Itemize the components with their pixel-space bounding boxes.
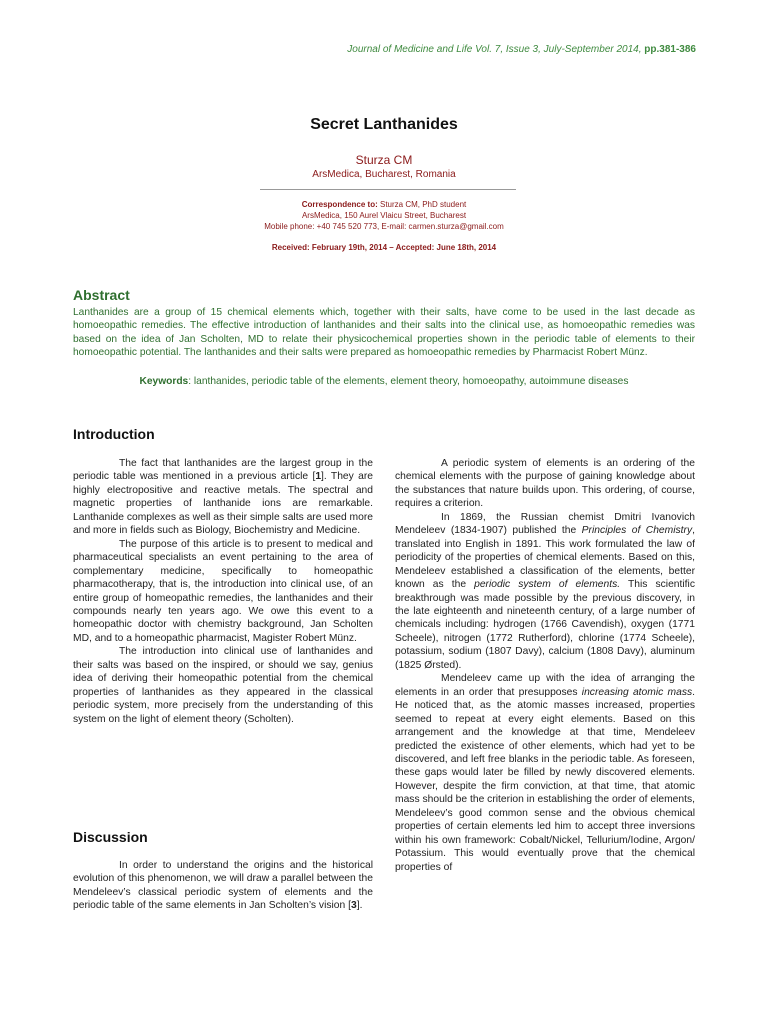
- introduction-column: [73, 457, 373, 726]
- author-affiliation: ArsMedica, Bucharest, Romania: [312, 169, 456, 180]
- right-p2-text-cont: , translated into English in 1891. This work formulated the law of periodicity of the properties of chemical elements. Based on this, Mendeleev established a classification of the elements, better known as the: [395, 525, 695, 591]
- discussion-heading: Discussion: [73, 829, 148, 845]
- right-paragraph-3: [395, 672, 695, 874]
- received-dates: Received: February 19th, 2014 – Accepted: June 18th, 2014: [271, 243, 497, 252]
- right-p3-text: Mendeleev came up with the idea of arranging the elements in an order that presupposes: [395, 673, 695, 698]
- intro-paragraph-3: The introduction into clinical use of lanthanides and their salts was based on the inspired, or should we say, genius idea of deriving their homeopathic potential from the chemical properties of lanthanides as they appeared in the classical periodic system, more precisely from the understanding of this system on the light of element theory (Scholten).: [73, 646, 373, 725]
- intro-p1-text: The fact that lanthanides are the largest group in the periodic table was mentioned in a previous article [: [73, 458, 373, 483]
- keywords-line: [0, 376, 768, 387]
- atomic-mass-term: increasing atomic mass: [581, 686, 693, 698]
- abstract-text: Lanthanides are a group of 15 chemical elements which, together with their salts, have come to be used in the last decade as homoeopathic remedies. The effective introduction of lanthanides and their salts into the clinical use, as homoeopathic remedies was based on the idea of Jan Scholten, MD to relate their physicochemical properties shown in the periodic table of elements to their homoeopathic potential. The lanthanides and their salts were prepared as homoeopathic remedies by Pharmacist Robert Münz.: [73, 307, 695, 359]
- correspondence-block: [0, 199, 768, 232]
- right-p2-text: In 1869, the Russian chemist Dmitri Ivanovich Mendeleev (1834-1907) published the: [395, 511, 695, 537]
- discussion-column: [73, 859, 373, 913]
- introduction-heading: Introduction: [73, 426, 155, 442]
- correspondence-label: Correspondence to:: [301, 200, 378, 209]
- intro-paragraph-2: The purpose of this article is to present to medical and pharmaceutical specialists an event pertaining to the area of complementary medicine, specifically to homeopathic pharmacotherapy, that is, the introduction into clinical use, of an entire group of homeopathic remedies, the lanthanides and their compounds nearly ten years ago. We owe this event to a homeopathic doctor with chemistry background, Jan Scholten MD, and to a homeopathic pharmacist, Magister Robert Münz.: [73, 538, 373, 644]
- journal-pages: pp.381-386: [644, 44, 696, 55]
- correspondence-name: Sturza CM, PhD student: [377, 200, 467, 209]
- discussion-p1-text-cont: ].: [356, 900, 363, 912]
- journal-citation: [72, 44, 696, 55]
- keywords-text: : lanthanides, periodic table of the elements, element theory, homoeopathy, autoimmune diseases: [188, 376, 629, 387]
- reference-1: 1: [315, 471, 322, 483]
- correspondence-address: ArsMedica, 150 Aurel Vlaicu Street, Bucharest: [301, 211, 467, 220]
- book-title: Principles of Chemistry: [581, 525, 693, 537]
- right-paragraph-2: [395, 511, 695, 672]
- periodic-system-term: periodic system of elements.: [474, 579, 621, 591]
- discussion-p1-text: In order to understand the origins and the historical evolution of this phenomenon, we will draw a parallel between the Mendeleev’s classical periodic system of elements and the periodic table of the same elements in Jan Scholten’s vision [: [73, 860, 373, 912]
- intro-paragraph-1: [73, 457, 373, 538]
- correspondence-contact: Mobile phone: +40 745 520 773, E-mail: carmen.sturza@gmail.com: [264, 222, 504, 231]
- article-title: Secret Lanthanides: [310, 116, 458, 133]
- journal-name: Journal of Medicine and Life Vol. 7, Issue 3, July-September 2014,: [347, 44, 645, 55]
- reference-3: 3: [350, 900, 357, 912]
- header-divider: [260, 189, 516, 190]
- right-column: [395, 457, 695, 874]
- abstract-heading: Abstract: [73, 287, 130, 303]
- discussion-paragraph-1: [73, 859, 373, 913]
- right-paragraph-1: A periodic system of elements is an ordering of the chemical elements with the purpose of gaining knowledge about the substances that nature builds upon. This ordering, of course, requires a criterion.: [395, 458, 695, 510]
- intro-p1-text-cont: ]. They are highly electropositive and reactive metals. The spectral and magnetic properties of lanthanide ions are remarkable. Lanthanide complexes as well as their simple salts are used more and more in fields such as Biology, Biochemistry and Medicine.: [73, 471, 373, 537]
- right-p3-text-cont: . He noticed that, as the atomic masses increased, properties seemed to repeat at every eight elements. Based on this arrangement and the knowledge at that time, Mendeleev predicted the existence of other elements, which had yet to be discovered, and left free blanks in the periodic table. As foreseen, these gaps would later be filled by newly discovered elements. However, despite the firm conviction, at that time, that atomic mass should be the criterion in establishing the order of elements, Mendeleev’s good common sense and the obvious chemical properties of certain elements led him to accept three inversions within his own framework: Cobalt/Nickel, Tellurium/Iodine, Argon/ Potassium. This would eventually prove that the chemical properties of: [395, 686, 695, 873]
- author-name: Sturza CM: [355, 153, 413, 167]
- right-p2-text-end: This scientific breakthrough was made possible by the previous discovery, in the late eighteenth and nineteenth century, of a large number of chemicals including: hydrogen (1766 Cavendish), oxygen (1771 Scheele), nitrogen (1772 Rutherford), chlorine (1774 Scheele), potassium, sodium (1807 Davy), calcium (1808 Davy), aluminum (1825 Ørsted).: [395, 579, 695, 671]
- keywords-label: Keywords: [139, 376, 189, 387]
